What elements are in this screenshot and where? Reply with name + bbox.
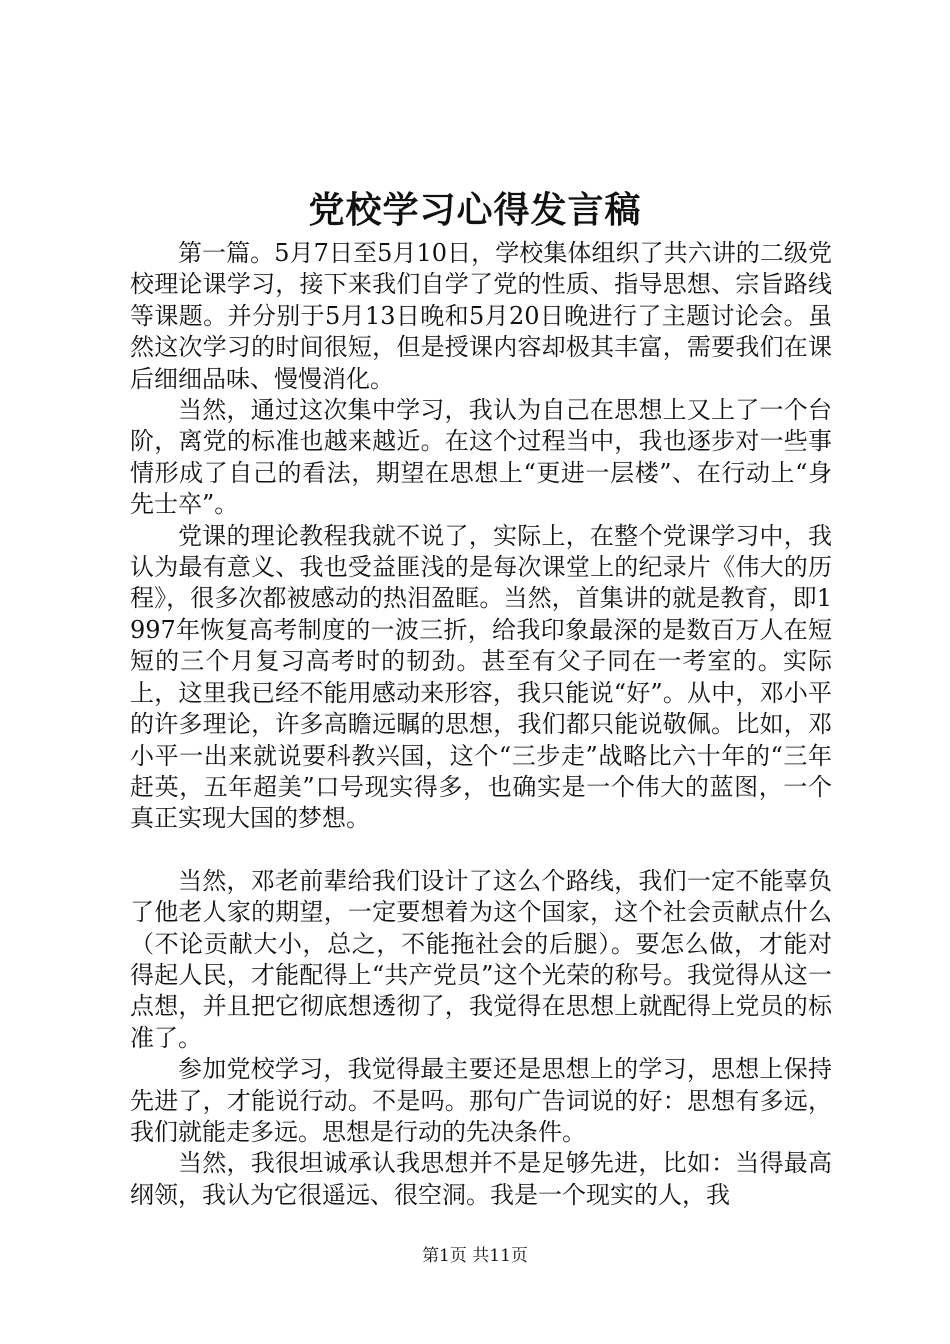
document-body [130, 238, 832, 1211]
paragraph: 第一篇。5月7日至5月10日，学校集体组织了共六讲的二级党校理论课学习，接下来我们自学了党的性质、指导思想、宗旨路线等课题。并分别于5月13日晚和5月20日晚进行了主题讨论会。虽然这次学习的时间很短，但是授课内容却极其丰富，需要我们在课后细细品味、慢慢消化。 [130, 239, 832, 393]
page-title: 党校学习心得发言稿 [308, 189, 642, 231]
paragraph: 当然，我很坦诚承认我思想并不是足够先进，比如：当得最高纲领，我认为它很遥远、很空洞。我是一个现实的人，我 [130, 1149, 832, 1209]
paragraph: 参加党校学习，我觉得最主要还是思想上的学习，思想上保持先进了，才能说行动。不是吗。那句广告词说的好：思想有多远，我们就能走多远。思想是行动的先决条件。 [130, 1055, 832, 1146]
paragraph: 当然，通过这次集中学习，我认为自己在思想上又上了一个台阶，离党的标准也越来越近。在这个过程当中，我也逐步对一些事情形成了自己的看法，期望在思想上“更进一层楼”、在行动上“身先士卒”。 [130, 396, 832, 519]
paragraph: 当然，邓老前辈给我们设计了这么个路线，我们一定不能辜负了他老人家的期望，一定要想着为这个国家，这个社会贡献点什么（不论贡献大小，总之，不能拖社会的后腿）。要怎么做，才能对得起人民，才能配得上“共产党员”这个光荣的称号。我觉得从这一点想，并且把它彻底想透彻了，我觉得在思想上就配得上党员的标准了。 [130, 866, 832, 1052]
paragraph: 党课的理论教程我就不说了，实际上，在整个党课学习中，我认为最有意义、我也受益匪浅的是每次课堂上的纪录片《伟大的历程》，很多次都被感动的热泪盈眶。当然，首集讲的就是教育，即1997年恢复高考制度的一波三折，给我印象最深的是数百万人在短短的三个月复习高考时的韧劲。甚至有父子同在一考室的。实际上，这里我已经不能用感动来形容，我只能说“好”。从中，邓小平的许多理论，许多高瞻远瞩的思想，我们都只能说敬佩。比如，邓小平一出来就说要科教兴国，这个“三步走”战略比六十年的“三年赶英，五年超美”口号现实得多，也确实是一个伟大的蓝图，一个真正实现大国的梦想。 [130, 521, 832, 833]
page-footer: 第1页 共11页 [422, 1246, 528, 1266]
